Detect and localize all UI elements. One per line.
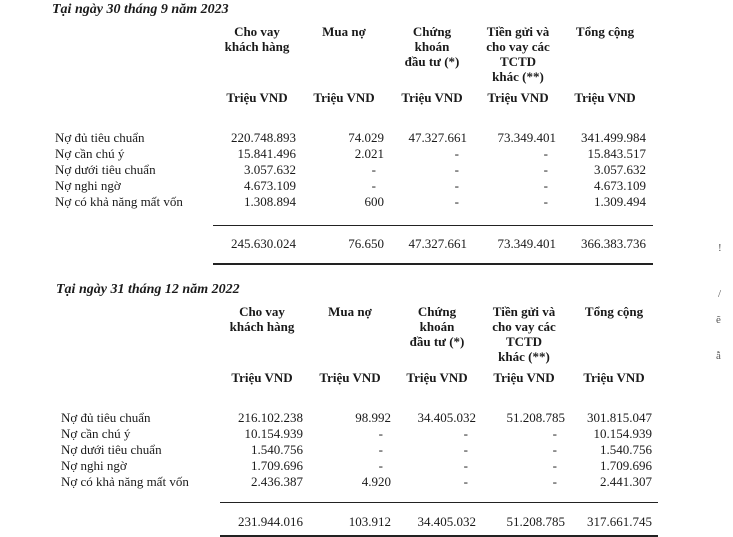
table-cell: 2.436.387 [251,474,303,489]
table-cell: 1.540.756 [600,442,652,457]
unit-label: Triệu VND [226,90,288,105]
table-cell: - [543,146,548,161]
row-label: Nợ có khả năng mất vốn [55,194,183,209]
unit-label: Triệu VND [401,90,463,105]
table-cell: 301.815.047 [587,410,652,425]
column-header: Cho vay khách hàng [224,24,290,54]
table-cell: 4.673.109 [594,178,646,193]
table-cell: - [552,426,557,441]
table-cell: 216.102.238 [238,410,303,425]
unit-label: Triệu VND [319,370,381,385]
row-label: Nợ nghi ngờ [55,178,121,193]
table-cell: 47.327.661 [408,130,467,145]
table-cell: - [454,162,459,177]
total-double-rule [213,263,653,265]
total-top-rule [213,225,653,226]
column-header: Tiền gửi và cho vay các TCTD khác (**) [486,24,550,84]
total-cell: 366.383.736 [581,236,646,251]
table-cell: - [552,442,557,457]
row-label: Nợ dưới tiêu chuẩn [55,162,156,177]
total-cell: 47.327.661 [408,236,467,251]
table-cell: 1.709.696 [600,458,652,473]
column-header: Chứng khoán đầu tư (*) [409,304,465,349]
table-cell: 2.021 [354,146,384,161]
unit-label: Triệu VND [574,90,636,105]
column-header: Tiền gửi và cho vay các TCTD khác (**) [492,304,556,364]
total-cell: 245.630.024 [231,236,296,251]
section-title: Tại ngày 30 tháng 9 năm 2023 [52,2,229,17]
table-cell: - [552,458,557,473]
margin-mark: / [718,288,722,300]
table-cell: 1.709.696 [251,458,303,473]
total-cell: 103.912 [348,514,391,529]
margin-mark: ẫ [716,350,721,362]
table-cell: 98.992 [355,410,391,425]
unit-label: Triệu VND [231,370,293,385]
table-cell: - [378,426,383,441]
column-header: Tổng cộng [584,304,644,319]
table-cell: 2.441.307 [600,474,652,489]
table-cell: - [543,162,548,177]
table-cell: - [378,442,383,457]
row-label: Nợ nghi ngờ [61,458,127,473]
total-top-rule [220,502,658,503]
table-cell: - [543,178,548,193]
table-cell: 1.309.494 [594,194,646,209]
row-label: Nợ cần chú ý [55,146,125,161]
table-cell: - [454,178,459,193]
unit-label: Triệu VND [487,90,549,105]
table-cell: 15.843.517 [587,146,646,161]
row-label: Nợ dưới tiêu chuẩn [61,442,162,457]
row-label: Nợ đủ tiêu chuẩn [61,410,151,425]
total-cell: 34.405.032 [417,514,476,529]
column-header: Cho vay khách hàng [229,304,295,334]
row-label: Nợ cần chú ý [61,426,131,441]
table-cell: 34.405.032 [417,410,476,425]
unit-label: Triệu VND [583,370,645,385]
row-label: Nợ đủ tiêu chuẩn [55,130,145,145]
column-header: Mua nợ [322,24,366,39]
table-cell: - [454,146,459,161]
unit-label: Triệu VND [313,90,375,105]
table-cell: - [454,194,459,209]
table-cell: 3.057.632 [594,162,646,177]
table-cell: 3.057.632 [244,162,296,177]
column-header: Mua nợ [328,304,372,319]
table-cell: - [371,162,376,177]
table-cell: - [378,458,383,473]
table-cell: 73.349.401 [497,130,556,145]
margin-mark: ! [718,242,722,254]
total-cell: 76.650 [348,236,384,251]
table-cell: 1.308.894 [244,194,296,209]
table-cell: 600 [364,194,384,209]
table-cell: 10.154.939 [593,426,652,441]
table-cell: 10.154.939 [244,426,303,441]
total-cell: 317.661.745 [587,514,652,529]
table-cell: 4.920 [361,474,391,489]
column-header: Chứng khoán đầu tư (*) [404,24,460,69]
unit-label: Triệu VND [406,370,468,385]
total-cell: 231.944.016 [238,514,303,529]
column-header: Tổng cộng [575,24,635,39]
table-cell: - [463,426,468,441]
table-cell: - [463,474,468,489]
table-cell: - [543,194,548,209]
table-cell: 74.029 [348,130,384,145]
margin-mark: ẽ [716,314,721,326]
table-cell: 1.540.756 [251,442,303,457]
total-cell: 73.349.401 [497,236,556,251]
table-cell: 220.748.893 [231,130,296,145]
table-cell: - [552,474,557,489]
table-cell: 51.208.785 [506,410,565,425]
table-cell: - [371,178,376,193]
table-cell: 341.499.984 [581,130,646,145]
table-cell: - [463,458,468,473]
section-title: Tại ngày 31 tháng 12 năm 2022 [56,282,240,297]
unit-label: Triệu VND [493,370,555,385]
row-label: Nợ có khả năng mất vốn [61,474,189,489]
table-cell: 15.841.496 [237,146,296,161]
total-cell: 51.208.785 [506,514,565,529]
table-cell: - [463,442,468,457]
table-cell: 4.673.109 [244,178,296,193]
